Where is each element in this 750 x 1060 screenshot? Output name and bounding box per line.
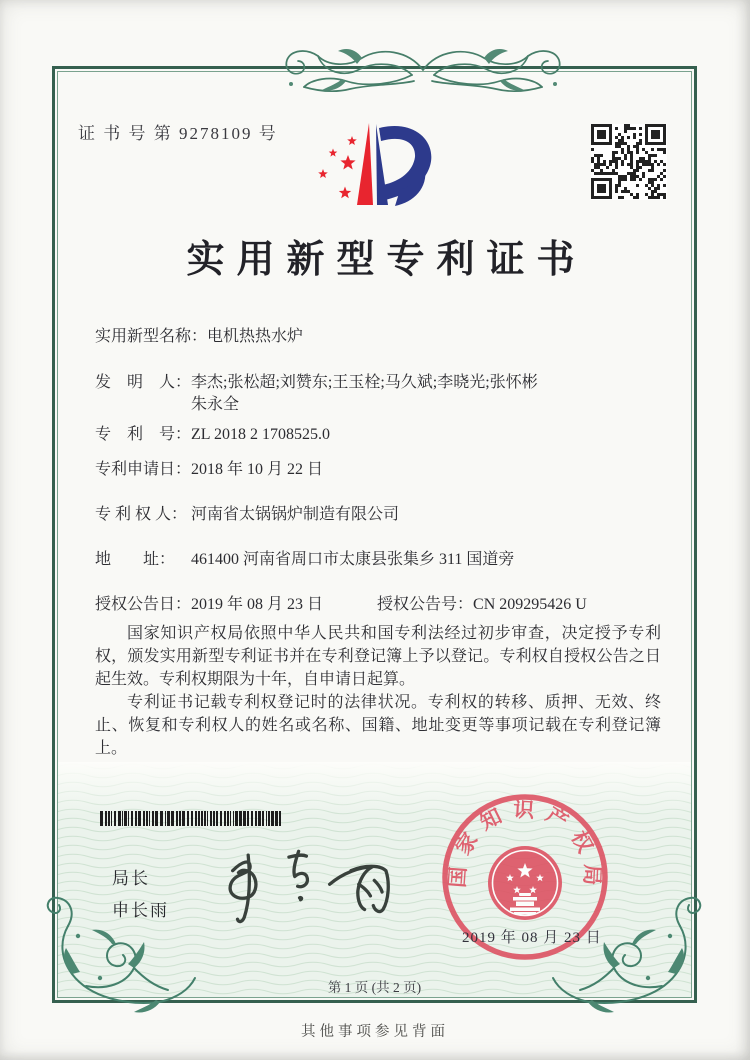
qr-code xyxy=(591,124,667,200)
field-label: 专 利 号： xyxy=(95,426,192,443)
field-grant-no xyxy=(377,594,587,616)
field-row-inventors xyxy=(95,372,665,416)
page-number: 第 1 页 (共 2 页) xyxy=(327,980,422,995)
certificate-number: 证 书 号 第 9278109 号 xyxy=(78,124,278,143)
field-value: 2019 年 08 月 23 日 xyxy=(191,596,324,613)
certificate-title: 实用新型专利证书 xyxy=(186,239,587,281)
commissioner-title: 局长 xyxy=(112,869,150,888)
seal-date: 2019 年 08 月 23 日 xyxy=(462,930,602,946)
legal-paragraph-2: 专利证书记载专利权登记时的法律状况。专利权的转移、质押、无效、终止、恢复和专利权人的姓名或名称、国籍、地址变更等事项记载在专利登记簿上。 xyxy=(95,694,661,757)
field-value: 李杰;张松超;刘赞东;王玉栓;马久斌;李晓光;张怀彬 xyxy=(191,374,538,391)
top-flourish-ornament xyxy=(258,40,588,98)
back-side-note: 其他事项参见背面 xyxy=(301,1024,449,1040)
field-value: 河南省太锅锅炉制造有限公司 xyxy=(191,506,400,523)
field-value-line2: 朱永全 xyxy=(191,396,240,413)
field-row-patent-no xyxy=(95,424,665,446)
commissioner-name: 申长雨 xyxy=(112,901,169,920)
cnipa-logo xyxy=(300,112,455,212)
field-label: 授权公告日： xyxy=(95,596,192,613)
field-label: 授权公告号： xyxy=(377,596,474,613)
field-row-filing-date xyxy=(95,459,665,481)
bottom-left-flourish-ornament xyxy=(42,866,202,1016)
field-row-name xyxy=(95,326,665,348)
field-label: 专 利 权 人： xyxy=(95,506,188,523)
legal-text xyxy=(95,622,661,760)
field-value: 电机热热水炉 xyxy=(207,328,304,345)
barcode xyxy=(98,811,283,826)
legal-paragraph-1: 国家知识产权局依照中华人民共和国专利法经过初步审查，决定授予专利权，颁发实用新型专利证书并在专利登记簿上予以登记。专利权自授权公告之日起生效。专利权期限为十年，自申请日起算。 xyxy=(95,625,661,688)
field-value: 461400 河南省周口市太康县张集乡 311 国道旁 xyxy=(191,551,515,568)
field-row-patentee xyxy=(95,504,665,526)
logo-stars xyxy=(318,136,357,198)
field-label: 地 址： xyxy=(95,551,176,568)
field-label: 发 明 人： xyxy=(95,374,192,391)
seal-national-emblem xyxy=(488,846,562,920)
handwritten-signature xyxy=(205,828,400,925)
field-row-grant xyxy=(95,594,665,616)
field-value: CN 209295426 U xyxy=(473,596,587,613)
field-value: ZL 2018 2 1708525.0 xyxy=(191,426,330,443)
field-row-address xyxy=(95,549,665,571)
field-label: 实用新型名称： xyxy=(95,328,208,345)
seal-ring-text: 国家知识产权局 xyxy=(445,797,605,896)
field-label: 专利申请日： xyxy=(95,461,192,478)
field-value: 2018 年 10 月 22 日 xyxy=(191,461,324,478)
logo-red-wedge xyxy=(357,123,373,205)
